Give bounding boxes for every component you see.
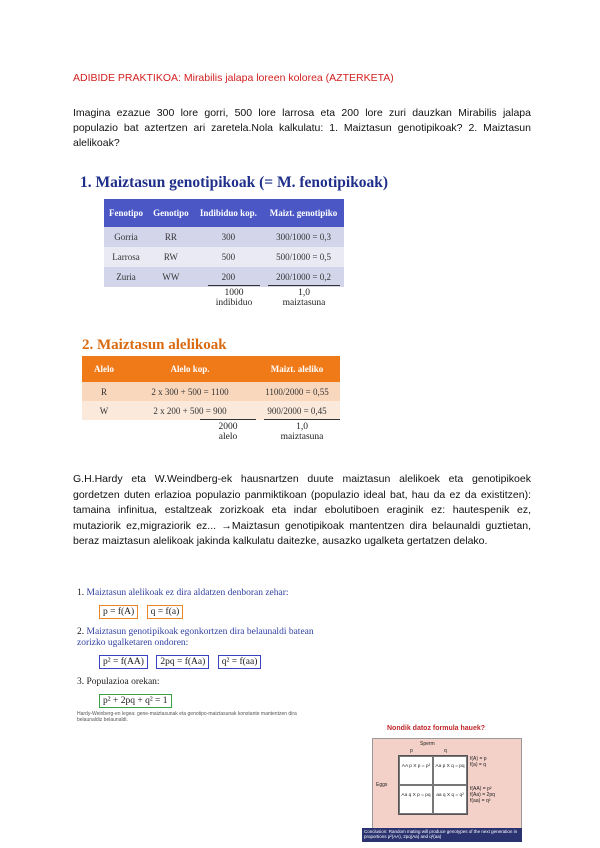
table-cell: Gorria xyxy=(104,227,148,247)
table-cell: WW xyxy=(148,267,194,287)
section1-heading: 1. Maiztasun genotipikoak (= M. fenotipikoak) xyxy=(80,174,389,191)
intro-paragraph: Imagina ezazue 300 lore gorri, 500 lore larrosa eta 200 lore zuri dauzkan Mirabilis jalapa populazio bat aztertzen ari zaretela.Nola kalkulatu: 1. Maiztasun genotipikoak? 2. Maiztasun alelikoak? xyxy=(73,107,531,149)
table-row xyxy=(82,382,340,401)
column-label: p xyxy=(410,748,413,754)
punnett-cell: AA p X p = p² xyxy=(399,756,433,785)
table-cell: Larrosa xyxy=(104,247,148,267)
section2-heading: 2. Maiztasun alelikoak xyxy=(82,337,227,353)
table-header: Maizt. genotipiko xyxy=(263,199,344,227)
table-cell: 200 xyxy=(194,267,263,287)
table-row xyxy=(82,401,340,420)
sum-line xyxy=(264,419,340,420)
table-header: Alelo xyxy=(82,356,126,382)
allele-table xyxy=(82,356,340,420)
total-count: 1000 indibiduo xyxy=(215,288,253,308)
punnett-square xyxy=(398,755,468,815)
total-count: 2000 alelo xyxy=(218,422,238,442)
sperm-label: Sperm xyxy=(420,741,435,747)
table-cell: 200/1000 = 0,2 xyxy=(263,267,344,287)
formula-block xyxy=(77,588,317,723)
formula-box: p² = f(AA) xyxy=(99,655,148,669)
formula-item-1: 1. Maiztasun alelikoak ez dira aldatzen denboran zehar: xyxy=(77,588,289,598)
table-row xyxy=(104,227,344,247)
table-header: Fenotipo xyxy=(104,199,148,227)
table-cell: R xyxy=(82,382,126,401)
formula-box: 2pq = f(Aa) xyxy=(156,655,209,669)
table-cell: 300 xyxy=(194,227,263,247)
table-cell: 500 xyxy=(194,247,263,267)
table-row xyxy=(104,267,344,287)
sum-line xyxy=(208,285,260,286)
table-header: Maizt. aleliko xyxy=(254,356,340,382)
formula-item-3: 3. Populazioa orekan: xyxy=(77,677,160,687)
page-title: ADIBIDE PRAKTIKOA: Mirabilis jalapa loreen kolorea (AZTERKETA) xyxy=(73,72,394,84)
sum-line xyxy=(268,285,340,286)
sum-line xyxy=(200,419,256,420)
punnett-cell: Aa q X p = pq xyxy=(399,785,433,814)
genotype-freq-labels: f(AA) = p² f(Aa) = 2pq f(aa) = q² xyxy=(470,786,495,804)
table-cell: 1100/2000 = 0,55 xyxy=(254,382,340,401)
table-cell: 2 x 300 + 500 = 1100 xyxy=(126,382,254,401)
table-cell: RR xyxy=(148,227,194,247)
total-frequency: 1,0 maiztasuna xyxy=(282,288,326,308)
total-frequency: 1,0 maiztasuna xyxy=(280,422,324,442)
table-cell: 900/2000 = 0,45 xyxy=(254,401,340,420)
formula-box: q = f(a) xyxy=(147,605,184,619)
punnett-conclusion: Conclusion: Random mating will produce genotypes of the next generation in proportions p²(AA), 2pq(Aa) and q²(aa) xyxy=(362,828,522,842)
formula-note: Hardy-Weinberg-en legea: gene-maiztasunak eta genotipo-maiztasunak konstante mantentzen dira belaunaldiz belaunaldi. xyxy=(77,711,297,723)
table-cell: 2 x 200 + 500 = 900 xyxy=(126,401,254,420)
table-header: Alelo kop. xyxy=(126,356,254,382)
table-cell: W xyxy=(82,401,126,420)
punnett-cell: Aa p X q = pq xyxy=(433,756,467,785)
punnett-title: Nondik datoz formula hauek? xyxy=(387,725,486,732)
formula-box: q² = f(aa) xyxy=(218,655,262,669)
eggs-label: Eggs xyxy=(376,782,388,788)
formula-item-2: 2. Maiztasun genotipikoak egonkortzen dira belaunaldi batean zorizko ugalketaren ondoren: xyxy=(77,627,314,648)
table-cell: 500/1000 = 0,5 xyxy=(263,247,344,267)
formula-box: p = f(A) xyxy=(99,605,138,619)
hardy-weinberg-paragraph: G.H.Hardy eta W.Weindberg-ek hausnartzen duute maiztasun alelikoek eta genotipikoek gordetzen duten erlazioa populazio panmiktikoan (populazio ideal bat, hau da ez da existitzen): tamaina infinitua, estaltzeak zorizkoak eta indar ebolutiboen eraginik ez: hautespenik ez, mutaziorik ez,migraziorik ez... →Maiztasun genotipikoak mantentzen dira belaunaldi guztietan, beraz maiztasun alelikoak jakinda kalkulatu daitezke, ausazko ugalketa gertatzen delako. xyxy=(73,473,531,547)
table-cell: RW xyxy=(148,247,194,267)
formula-box: p² + 2pq + q² = 1 xyxy=(99,694,172,708)
table-row xyxy=(104,247,344,267)
allele-freq-labels: f(A) = p f(a) = q xyxy=(470,756,487,768)
column-label: q xyxy=(444,748,447,754)
table-cell: 300/1000 = 0,3 xyxy=(263,227,344,247)
genotype-table xyxy=(104,199,344,287)
punnett-cell: aa q X q = q² xyxy=(433,785,467,814)
table-cell: Zuria xyxy=(104,267,148,287)
table-header: Genotipo xyxy=(148,199,194,227)
table-header: Indibiduo kop. xyxy=(194,199,263,227)
